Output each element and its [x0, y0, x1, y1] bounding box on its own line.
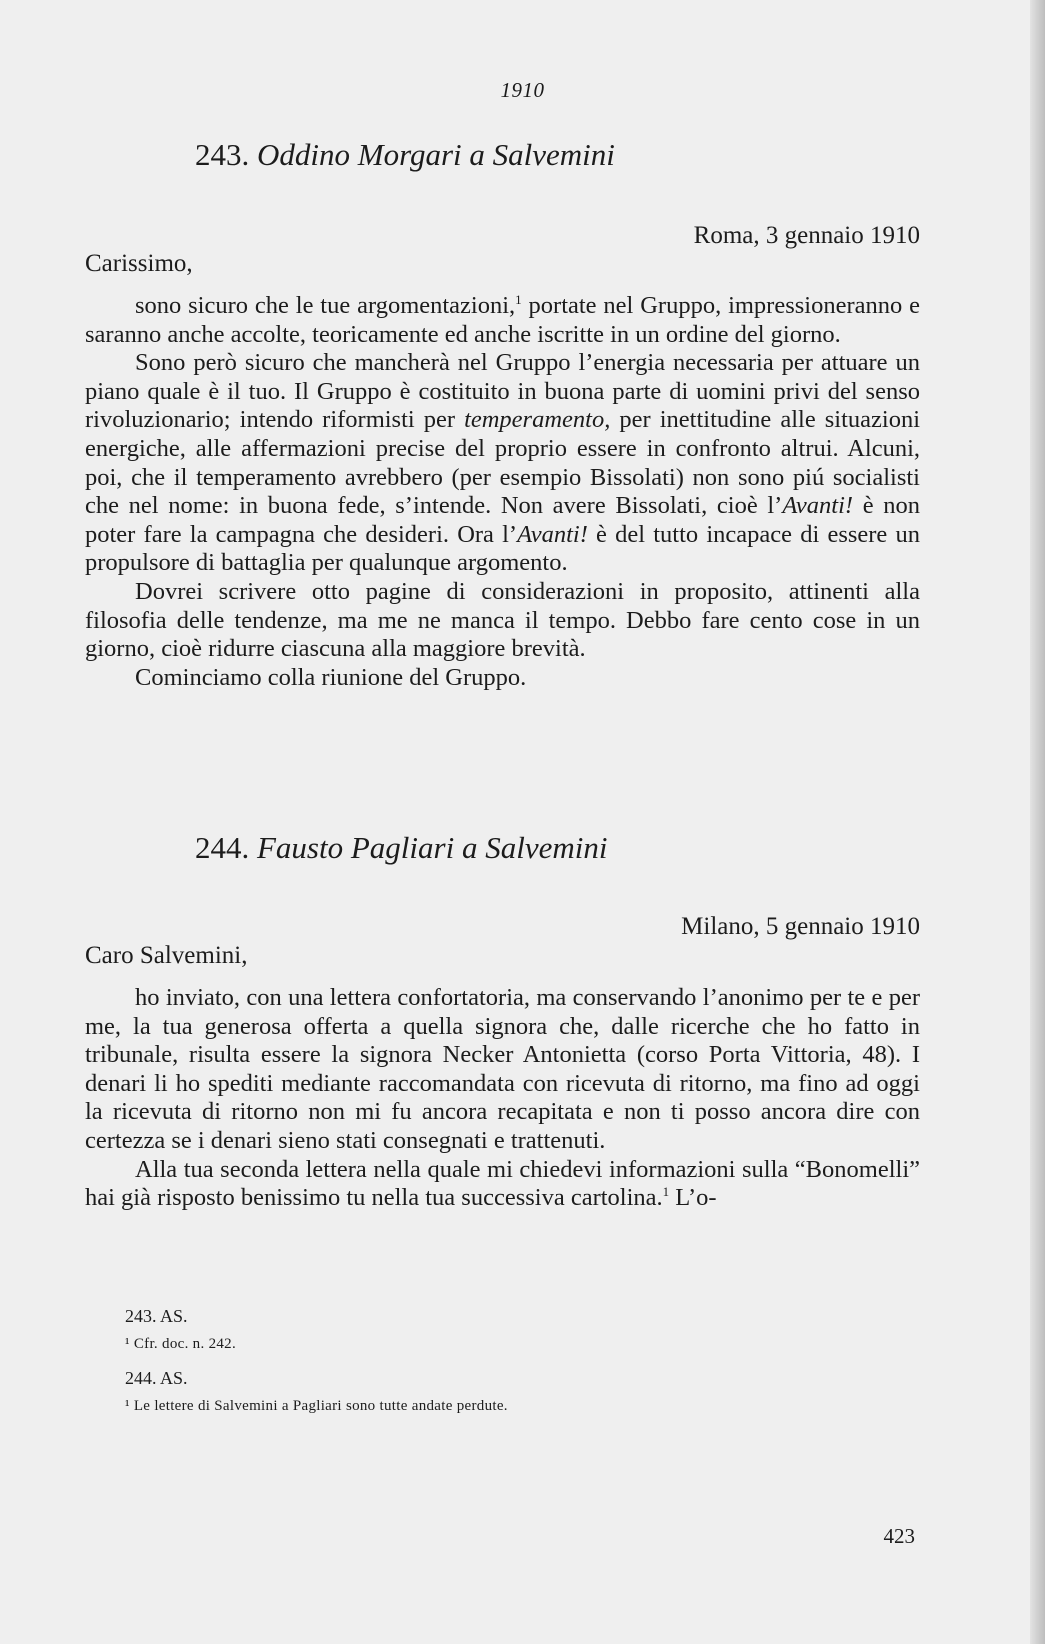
footnote-244	[125, 1368, 915, 1389]
paragraph: sono sicuro che le tue argomentazioni,$^1$ portate nel Gruppo, impressioneranno e saranno anche accolte, teoricamente ed anche iscritte in un ordine del giorno.	[85, 291, 920, 348]
paragraph: Cominciamo colla riunione del Gruppo.	[135, 663, 527, 691]
letter-243-body	[85, 292, 920, 692]
footnote-source: 244. AS.	[125, 1368, 188, 1388]
footnote-244-text	[125, 1398, 915, 1415]
letter-243-salutation: Carissimo,	[85, 250, 193, 277]
letter-heading: Fausto Pagliari a Salvemini	[257, 830, 608, 865]
letter-244-title	[195, 830, 607, 866]
footnote-ref: 1	[662, 1184, 670, 1199]
letter-244-body	[85, 984, 920, 1213]
letter-244-date: Milano, 5 gennaio 1910	[681, 913, 920, 940]
footnote-text: ¹ Le lettere di Salvemini a Pagliari sono tutte andate perdute.	[125, 1398, 508, 1414]
letter-heading: Oddino Morgari a Salvemini	[257, 137, 615, 172]
paragraph: Dovrei scrivere otto pagine di considerazioni in proposito, attinenti alla filosofia delle tendenze, ma me ne manca il tempo. Debbo fare cento cose in un giorno, cioè ridurre ciascuna alla maggiore brevità.	[85, 577, 920, 663]
paragraph: Sono però sicuro che mancherà nel Gruppo l’energia necessaria per attuare un piano quale è il tuo. Il Gruppo è costituito in buona parte di uomini privi del senso rivoluzionario; intendo riformisti per temperamento, per inettitudine alle situazioni energiche, alle affermazioni precise del proprio essere in confronto altrui. Alcuni, poi, che il temperamento avrebbero (per esempio Bissolati) non sono piú socialisti che nel nome: in buona fede, s’intende. Non avere Bissolati, cioè l’Avanti! è non poter fare la campagna che desideri. Ora l’Avanti! è del tutto incapace di essere un propulsore di battaglia per qualunque argomento.	[85, 349, 920, 577]
footnote-ref: 1	[515, 291, 522, 307]
running-head: 1910	[500, 78, 545, 102]
paragraph: Alla tua seconda lettera nella quale mi chiedevi informazioni sulla “Bonomelli” hai già risposto benissimo tu nella tua successiva cartolina.$^1$ L’o-	[85, 1155, 920, 1212]
footnote-243	[125, 1306, 915, 1327]
letter-243-date: Roma, 3 gennaio 1910	[693, 222, 920, 249]
footnote-243-text	[125, 1336, 915, 1353]
paragraph: ho inviato, con una lettera confortatoria, ma conservando l’anonimo per te e per me, la tua generosa offerta a quella signora che, dalle ricerche che ho fatto in tribunale, risulta essere la signora Necker Antonietta (corso Porta Vittoria, 48). I denari li ho spediti mediante raccomandata con ricevuta di ritorno, ma fino ad oggi la ricevuta di ritorno non mi fu ancora recapitata e non ti posso ancora dire con certezza se i denari sieno stati consegnati e trattenuti.	[85, 984, 920, 1154]
footnote-text: ¹ Cfr. doc. n. 242.	[125, 1336, 237, 1352]
letter-number: 244.	[195, 830, 250, 865]
letter-244-salutation: Caro Salvemini,	[85, 942, 248, 969]
page-number: 423	[883, 1524, 915, 1548]
letter-243-title	[195, 137, 615, 173]
footnote-source: 243. AS.	[125, 1306, 188, 1326]
letter-number: 243.	[195, 137, 250, 172]
scan-edge-shadow	[1030, 0, 1045, 1644]
